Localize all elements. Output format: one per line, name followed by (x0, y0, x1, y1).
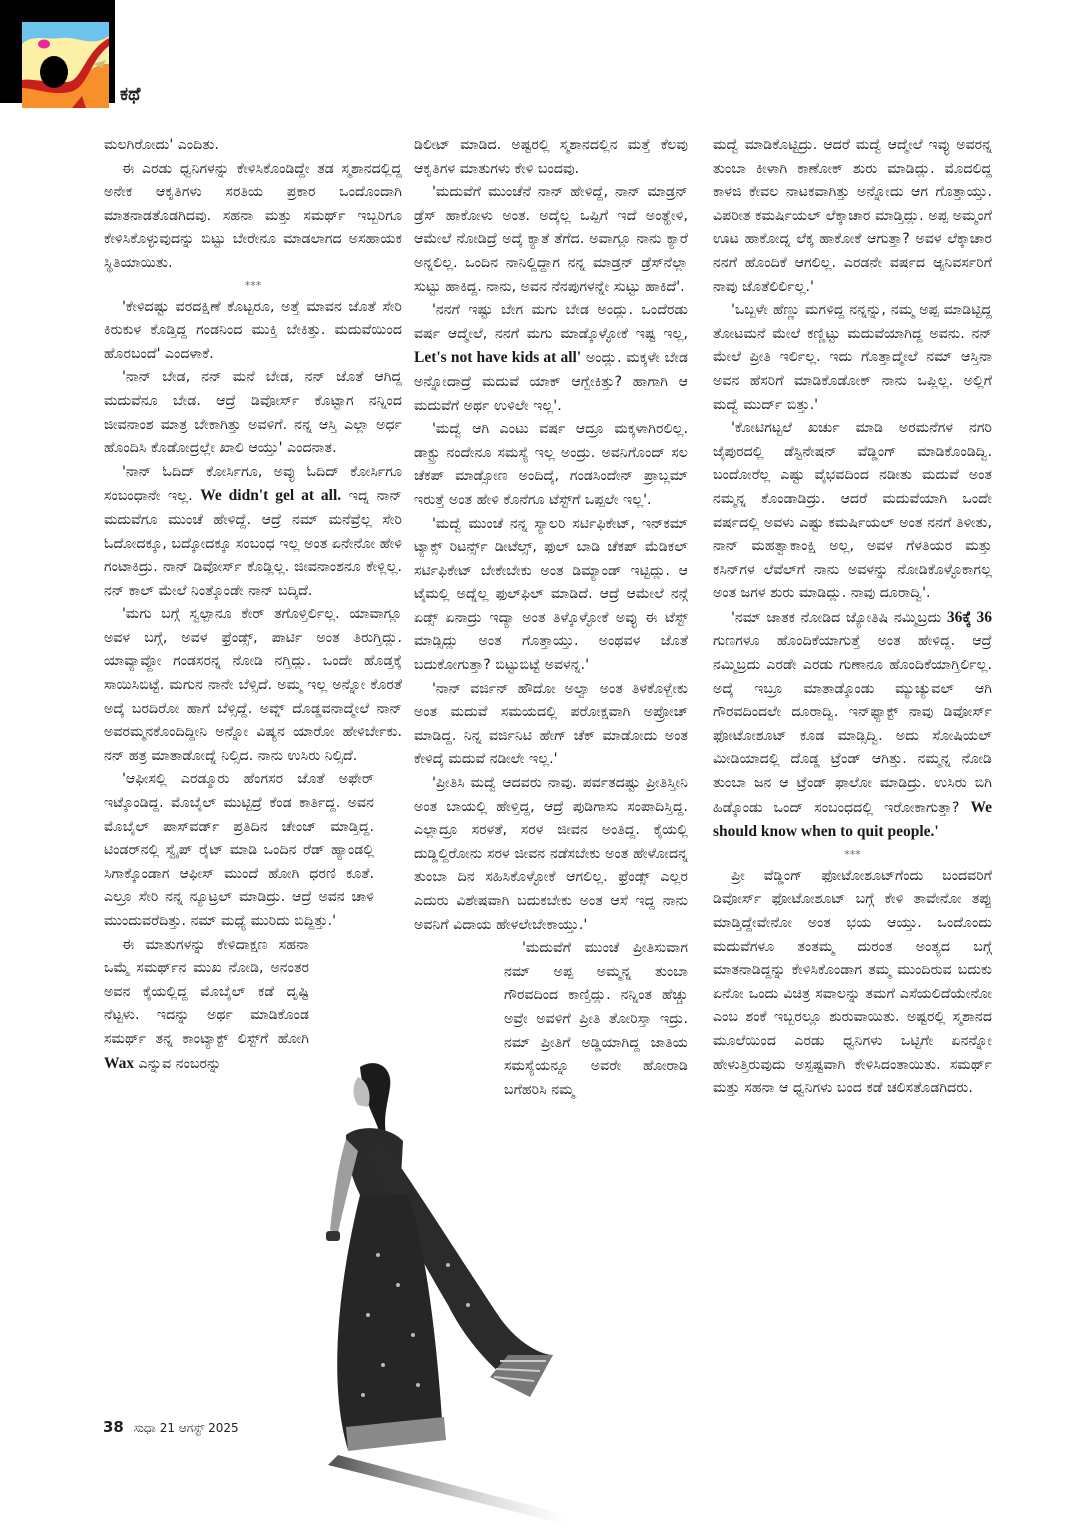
paragraph: 'ಮದ್ವೆ ಆಗಿ ಎಂಟು ವರ್ಷ ಆದ್ರೂ ಮಕ್ಕಳಾಗಿರಲಿಲ್ಲ. ಡಾಕ್ಟ್ರು ನಂದೇನೂ ಸಮಸ್ಯೆ ಇಲ್ಲ ಅಂದ್ರು. ಅವನಿಗೊಂದ್ ಸಲ ಚೆಕಪ್ ಮಾಡ್ಸೋಣ ಅಂದಿದ್ಕೆ, ಗಂಡಸಿಂದೇನ್ ಪ್ರಾಬ್ಲಮ್ ಇರುತ್ತೆ ಅಂತ ಹೇಳಿ ಕೊನೆಗೂ ಟೆಸ್ಟ್‌ಗೆ ಒಪ್ಪಲೇ ಇಲ್ಲ'. (414, 421, 688, 508)
paragraph: 'ಕೋಟಿಗಟ್ಟಲೆ ಖರ್ಚು ಮಾಡಿ ಅರಮನೆಗಳ ನಗರಿ ಜೈಪುರದಲ್ಲಿ ಡೆಸ್ಟಿನೇಷನ್ ವೆಡ್ಡಿಂಗ್ ಮಾಡಿಕೊಂಡಿದ್ವಿ. ಬಂದೋರೆಲ್ಲ ಎಷ್ಟು ವೈಭವದಿಂದ ನಡೀತು ಮದುವೆ ಅಂತ ನಮ್ಮನ್ನ ಕೊಂಡಾಡಿದ್ರು. ಆದರೆ ಮದುವೆಯಾಗಿ ಒಂದೇ ವರ್ಷದಲ್ಲಿ ಅವಳು ಎಷ್ಟು ಕಮರ್ಷಿಯಲ್ ಅಂತ ನನಗೆ ತಿಳೀತು, ನಾನ್ ಮಹತ್ವಾಕಾಂಕ್ಷಿ ಅಲ್ಲ, ಅವಳ ಗೆಳತಿಯರ ಮತ್ತು ಕಸಿನ್‌ಗಳ ಲೆವೆಲ್‌ಗೆ ನಾನು ಅವಳನ್ನು ನೋಡಿಕೊಳ್ಳೊಕಾಗಲ್ಲ ಅಂತ ಜಗಳ ಶುರು ಮಾಡಿದ್ಲು. ನಾವು ದೂರಾದ್ವಿ'. (713, 420, 992, 602)
paragraph: 'ಆಫೀಸಲ್ಲಿ ಎರಡ್ಮೂರು ಹೆಂಗಸರ ಜೊತೆ ಅಫೇರ್ ಇಟ್ಕೊಂಡಿದ್ದ. ಮೊಬೈಲ್ ಮುಟ್ಟಿದ್ರೆ ಕೆಂಡ ಕಾರ್ತಿದ್ದ. ಅವನ ಮೊಬೈಲ್ ಪಾಸ್‌ವರ್ಡ್ ಪ್ರತಿದಿನ ಚೇಂಜ್ ಮಾಡ್ತಿದ್ದ. ಟಿಂಡರ್‌ನಲ್ಲಿ ಸ್ವೈಪ್ ರೈಟ್ ಮಾಡಿ ಒಂದಿನ ರೆಡ್ ಹ್ಯಾಂಡಲ್ಲಿ ಸಿಗಾಕ್ಕೊಂಡಾಗ ಆಫೀಸ್ ಮುಂದೆ ಹೋಗಿ ಧರಣಿ ಕೂತೆ. ಎಲ್ರೂ ಸೇರಿ ನನ್ನ ನ್ಯೂಟ್ರಲ್ ಮಾಡಿದ್ರು. ಆದ್ರೆ ಅವನ ಚಾಳಿ ಮುಂದುವರೆದಿತ್ತು. ನಮ್ ಮಧ್ಯೆ ಮುರಿದು ಬಿದ್ದಿತ್ತು.' (104, 771, 374, 929)
section-divider-stars: *** (244, 278, 262, 292)
english-quote: Let's not have kids at all' (414, 349, 582, 367)
paragraph: 'ಪ್ರೀತಿಸಿ ಮದ್ವೆ ಆದವರು ನಾವು. ಪರ್ವತದಷ್ಟು ಪ್ರೀತಿಸ್ತೀನಿ ಅಂತ ಬಾಯಲ್ಲಿ ಹೇಳ್ತಿದ್ದ, ಆದ್ರೆ ಪುಡಿಗಾಸು ಸಂಪಾದಿಸ್ತಿದ್ದ. ಎಲ್ಲಾದ್ರೂ ಸರಳತೆ, ಸರಳ ಜೀವನ ಅಂತಿದ್ದ. ಕೈಯಲ್ಲಿ ದುಡ್ಡಿಲ್ದಿರೋನು ಸರಳ ಜೀವನ ನಡೆಸಬೇಕು ಅಂತ ಹೇಳೋದನ್ನ ತುಂಬಾ ದಿನ ಸಹಿಸಿಕೊಳ್ಳೋಕೆ ಆಗಲಿಲ್ಲ. ಫ್ರೆಂಡ್ಸ್ ಎಲ್ಲರ ಎದುರು ವಿಶೇಷವಾಗಿ ಬದುಕಬೇಕು ಅಂತ ಆಸೆ ಇದ್ದ ನಾನು ಅವನಿಗೆ ವಿದಾಯ ಹೇಳಲೇಬೇಕಾಯ್ತು.' (414, 775, 688, 933)
section-logo (22, 22, 109, 108)
paragraph: 'ಒಬ್ಬಳೇ ಹೆಣ್ಣು ಮಗಳಿದ್ದ ನನ್ನನ್ನು, ನಮ್ಮ ಅಪ್ಪ ಮಾಡಿಟ್ಟಿದ್ದ ತೋಟಮನೆ ಮೇಲೆ ಕಣ್ಣಿಟ್ಟು ಮದುವೆಯಾಗಿದ್ದ ಅವನು. ನನ್ ಮೇಲೆ ಪ್ರೀತಿ ಇರ್ಲಿಲ್ಲ. ಇದು ಗೊತ್ತಾದ್ಮೇಲೆ ನಮ್ ಆಸ್ತಿನಾ ಅವನ ಹೆಸರಿಗೆ ಮಾಡಿಕೊಡೋಕ್ ನಾನು ಒಪ್ಲಿಲ್ಲ. ಅಲ್ಲಿಗೆ ಮದ್ವೆ ಮುರ್ದ್ ಬಿತ್ತು.' (713, 302, 992, 413)
issue-date: 21 ಆಗಸ್ಟ್ 2025 (159, 1421, 239, 1435)
paragraph: ಮದ್ವೆ ಮಾಡಿಕೊಟ್ಟಿದ್ರು. ಆದರೆ ಮದ್ವೆ ಆದ್ಮೇಲೆ ಇವ್ಳು ಅವರನ್ನ ತುಂಬಾ ಕೀಳಾಗಿ ಕಾಣೋಕ್ ಶುರು ಮಾಡಿದ್ಲು. ಮೊದಲಿದ್ದ ಕಾಳಜಿ ಕೇವಲ ನಾಟಕವಾಗಿತ್ತು ಅನ್ನೋದು ಆಗ ಗೊತ್ತಾಯ್ತು. ವಿಪರೀತ ಕಮರ್ಷಿಯಲ್ ಲೆಕ್ಕಾಚಾರ ಮಾಡ್ತಿದ್ಲು. ಅಪ್ಪ ಅಮ್ಮಂಗೆ ಊಟ ಹಾಕೋದ್ನ ಲೆಕ್ಕ ಹಾಕೋಕೆ ಆಗುತ್ತಾ? ಅವಳ ಲೆಕ್ಕಾಚಾರ ನನಗೆ ಹೊಂದಿಕೆ ಆಗಲಿಲ್ಲ. ಎರಡನೇ ವರ್ಷದ ಆ್ಯನಿವರ್ಸರಿಗೆ ನಾವು ಜೊತೆಲಿರ್ಲಿಲ್ಲ.' (713, 137, 992, 295)
woman-in-saree-illustration (268, 1055, 568, 1525)
paragraph-text: ಈ ಮಾತುಗಳನ್ನು ಕೇಳಿದಾಕ್ಷಣ ಸಹನಾ ಒಮ್ಮೆ ಸಮರ್ಥ್‌ನ ಮುಖ ನೋಡಿ, ಅನಂತರ ಅವನ ಕೈಯಲ್ಲಿದ್ದ ಮೊಬೈಲ್ ಕಡೆ ದೃಷ್ಟಿ ನೆಟ್ಟಳು. ಇದನ್ನು ಅರ್ಥ ಮಾಡಿಕೊಂಡ ಸಮರ್ಥ್ ತನ್ನ ಕಾಂಟ್ಯಾಕ್ಟ್ ಲಿಸ್ಟ್‌ಗೆ ಹೋಗಿ (104, 936, 309, 1047)
page-number: 38 (103, 1418, 124, 1436)
paragraph: 'ಮಗು ಬಗ್ಗೆ ಸ್ವಲ್ಪಾನೂ ಕೇರ್ ತಗೊಳ್ತಿರ್ಲಿಲ್ಲ. ಯಾವಾಗ್ಲೂ ಅವಳ ಬಗ್ಗೆ, ಅವಳ ಫ್ರೆಂಡ್ಸ್, ಪಾರ್ಟಿ ಅಂತ ತಿರುಗ್ತಿದ್ಲು. ಯಾವ್ಯಾವ್ದೋ ಗಂಡಸರನ್ನ ನೋಡಿ ನಗ್ತಿದ್ಲು. ಒಂದೇ ಹೊಡ್ತಕ್ಕೆ ಸಾಯಿಸಿಬಿಟ್ಟೆ. ಮಗುನ ನಾನೇ ಬೆಳ್ಸಿದೆ. ಅಮ್ಮ ಇಲ್ಲ ಅನ್ನೋ ಕೊರತೆ ಅದ್ಕೆ ಬರದಿರೋ ಹಾಗೆ ಬೆಳ್ಸಿದ್ದೆ. ಅವ್ನ್ ದೊಡ್ಡವನಾದ್ಮೇಲೆ ನಾನ್ ಅವರಮ್ಮನಕೊಂದಿದ್ದೀನಿ ಅನ್ನೋ ವಿಷ್ಯನ ಯಾರೋ ಹೇಳಿರ್ಬೇಕು. ನನ್ ಹತ್ರ ಮಾತಾಡೋದ್ನೆ ನಿಲ್ಸಿದ. ನಾನು ಉಸಿರು ನಿಲ್ಸಿದೆ. (104, 606, 402, 764)
paragraph-text: ಎನ್ನುವ ನಂಬರನ್ನು (138, 1055, 222, 1072)
paragraph: 'ಮದುವೆಗೆ ಮುಂಚೆನೆ ನಾನ್ ಹೇಳಿದ್ದೆ, ನಾನ್ ಮಾಡ್ರನ್ ಡ್ರೆಸ್ ಹಾಕೋಳು ಅಂತ. ಅದ್ಕೆಲ್ಲ ಒಪ್ಪಿಗೆ ಇದೆ ಅಂತ್ಹೇಳಿ, ಆಮೇಲೆ ನೋಡಿದ್ರೆ ಅದ್ಕೆ ಕ್ಯಾತೆ ತೆಗೆದ. ಅವಾಗ್ಲೂ ನಾನು ಕ್ಯಾರೆ ಅನ್ನಲಿಲ್ಲ. ಒಂದಿನ ನಾನಿಲ್ದಿದ್ದಾಗ ನನ್ನ ಮಾಡ್ರನ್ ಡ್ರೆಸ್‌ನೆಲ್ಲಾ ಸುಟ್ಟು ಹಾಕಿದ್ದ. ನಾನು, ಅವನ ನೆನಪುಗಳನ್ನೇ ಸುಟ್ಟು ಹಾಕಿದೆ'. (414, 184, 688, 295)
page-footer (103, 1418, 239, 1436)
number-text: 36ಕ್ಕೆ 36 (946, 608, 992, 626)
paragraph-text: 'ನಾನ್ ಓದಿದ್ ಕೋರ್ಸಿಗೂ, ಅವ್ಳು ಓದಿದ್ ಕೋರ್ಸಿಗೂ ಸಂಬಂಧಾನೇ ಇಲ್ಲ. (104, 463, 402, 505)
paragraph-text: ಗುಣಗಳೂ ಹೊಂದಿಕೆಯಾಗುತ್ತೆ ಅಂತ ಹೇಳಿದ್ದ. ಆದ್ರೆ ನಮ್ಮಿಬ್ರದು ಎರಡೇ ಎರಡು ಗುಣಾನೂ ಹೊಂದಿಕೆಯಾಗ್ತಿರ್ಲಿಲ್ಲ. ಅದ್ಕೆ ಇಬ್ರೂ ಮಾತಾಡ್ಕೊಂಡು ಮ್ಯುಚ್ಯುವಲ್ ಆಗಿ ಗೌರವದಿಂದಲೇ ದೂರಾದ್ವಿ. ಇನ್‌ಫ್ಯಾಕ್ಟ್ ನಾವು ಡಿವೋರ್ಸ್ ಫೋಟೋಶೂಟ್ ಕೂಡ ಮಾಡ್ಸಿದ್ವಿ. ಅದು ಸೋಷಿಯಲ್ ಮೀಡಿಯಾದಲ್ಲಿ ದೊಡ್ಡ ಟ್ರೆಂಡ್ ಆಗಿತ್ತು. ನಮ್ಮನ್ನ ನೋಡಿ ತುಂಬಾ ಜನ ಆ ಟ್ರೆಂಡ್ ಫಾಲೋ ಮಾಡಿದ್ರು. ಉಸಿರು ಬಿಗಿ ಹಿಡ್ಕೊಂಡು ಒಂದ್ ಸಂಬಂಧದಲ್ಲಿ ಇರೋಕಾಗುತ್ತಾ? (713, 633, 992, 816)
abstract-art-icon (22, 22, 109, 108)
paragraph: ಡಿಲೀಟ್ ಮಾಡಿದ. ಅಷ್ಟರಲ್ಲಿ ಸ್ಮಶಾನದಲ್ಲಿನ ಮತ್ತೆ ಕೆಲವು ಆಕೃತಿಗಳ ಮಾತುಗಳು ಕೇಳಿ ಬಂದವು. (414, 137, 688, 177)
paragraph: 'ಕೇಳಿದಷ್ಟು ವರದಕ್ಷಿಣೆ ಕೊಟ್ಟರೂ, ಅತ್ತೆ ಮಾವನ ಜೊತೆ ಸೇರಿ ಕಿರುಕುಳ ಕೊಡ್ತಿದ್ದ ಗಂಡನಿಂದ ಮುಕ್ತಿ ಬೇಕಿತ್ತು. ಮದುವೆಯಿಂದ ಹೊರಬಂದೆ' ಎಂದಳಾಕೆ. (104, 298, 402, 362)
section-divider-stars: *** (844, 847, 861, 861)
article-column-2 (414, 134, 688, 1102)
english-quote: We didn't gel at all. (200, 487, 342, 505)
paragraph-text: ಅಂದ್ಲು. ಮಕ್ಕಳೇ ಬೇಡ ಅನ್ನೋದಾದ್ರೆ ಮದುವೆ ಯಾಕ್ ಆಗ್ಬೇಕಿತ್ತು? ಹಾಗಾಗಿ ಆ ಮದುವೆಗೆ ಅರ್ಥ ಉಳಿಲೇ ಇಲ್ಲ'. (414, 350, 688, 414)
paragraph: ಪ್ರೀ ವೆಡ್ಡಿಂಗ್ ಫೋಟೋಶೂಟ್‌ಗೆಂದು ಬಂದವರಿಗೆ ಡಿವೋರ್ಸ್ ಫೋಟೋಶೂಟ್ ಬಗ್ಗೆ ಕೇಳಿ ತಾವೇನೋ ತಪ್ಪು ಮಾಡ್ತಿದ್ದೇವೇನೋ ಅಂತ ಭಯ ಆಯ್ತು. ಒಂದೊಂದು ಮದುವೆಗಳೂ ತಂತಮ್ಮ ದುರಂತ ಅಂತ್ಯದ ಬಗ್ಗೆ ಮಾತನಾಡಿದ್ದನ್ನು ಕೇಳಿಸಿಕೊಂಡಾಗ ತಮ್ಮ ಮುಂದಿರುವ ಬದುಕು ಏನೋ ಒಂದು ವಿಚಿತ್ರ ಸವಾಲನ್ನು ತಮಗೆ ಎಸೆಯಲಿದೆಯೇನೋ ಎಂಬ ಶಂಕೆ ಇಬ್ಬರಲ್ಲೂ ಶುರುವಾಯಿತು. ಅಷ್ಟರಲ್ಲಿ ಸ್ಮಶಾನದ ಮೂಲೆಯಿಂದ ಎರಡು ಧ್ವನಿಗಳು ಒಟ್ಟಿಗೇ ಏನನ್ನೋ ಹೇಳುತ್ತಿರುವುದು ಅಸ್ಪಷ್ಟವಾಗಿ ಕೇಳಿಸಿದಂತಾಯಿತು. ಸಮರ್ಥ್ ಮತ್ತು ಸಹನಾ ಆ ಧ್ವನಿಗಳು ಬಂದ ಕಡೆ ಚಲಿಸತೊಡಗಿದರು. (713, 867, 992, 1097)
paragraph: ಮಲಗಿರೋದು' ಎಂದಿತು. (104, 137, 219, 153)
paragraph: 'ಮದ್ವೆ ಮುಂಚೆ ನನ್ನ ಸ್ಯಾಲರಿ ಸರ್ಟಿಫಿಕೇಟ್, ಇನ್‌ಕಮ್ ಟ್ಯಾಕ್ಸ್ ರಿಟರ್ನ್ಸ್ ಡೀಟೆಲ್ಸ್, ಫುಲ್ ಬಾಡಿ ಚೆಕಪ್ ಮೆಡಿಕಲ್ ಸರ್ಟಿಫಿಕೇಟ್ ಬೇಕೇಬೇಕು ಅಂತ ಡಿಮ್ಯಾಂಡ್ ಇಟ್ಟಿದ್ಲು. ಆ ಟೈಮಲ್ಲಿ ಅದ್ನೆಲ್ಲ ಫುಲ್‌ಫಿಲ್ ಮಾಡಿದೆ. ಆದ್ರೆ ಆಮೇಲೆ ನನ್ಗೆ ಏಡ್ಸ್ ಏನಾದ್ರು ಇದ್ಯಾ ಅಂತ ತಿಳ್ಕೊಳ್ಳೋಕೆ ಅವ್ಳು ಈ ಟೆಸ್ಟ್ ಮಾಡ್ಸಿದ್ಲು ಅಂತ ಗೊತ್ತಾಯ್ತು. ಅಂಥವಳ ಜೊತೆ ಬದುಕೋಗುತ್ತಾ? ಬಿಟ್ಟುಬಿಟ್ಟೆ ಅವಳನ್ನ.' (414, 515, 688, 674)
paragraph-text: 'ನಮ್ ಜಾತಕ ನೋಡಿದ ಜ್ಯೋತಿಷಿ ನಮ್ಮಿಬ್ರದು (731, 609, 942, 626)
woman-silhouette-icon (268, 1055, 568, 1525)
english-quote: We should know when to quit people.' (713, 798, 992, 841)
paragraph-text: ಇದ್ನ ನಾನ್ ಮದುವೆಗೂ ಮುಂಚೆ ಹೇಳಿದ್ದೆ. ಆದ್ರೆ ನಮ್ ಮನೆವ್ರೆಲ್ಲ ಸೇರಿ ಓದೋದಕ್ಕೂ, ಬದ್ಕೋದಕ್ಕೂ ಸಂಬಂಧ ಇಲ್ಲ ಅಂತ ಏನೇನೋ ಹೇಳಿ ಗಂಟಾಕಿದ್ರು. ನಾನ್ ಡಿವೋರ್ಸ್ ಕೊಡ್ಲಿಲ್ಲ. ಜೀವನಾಂಶನೂ ಕೇಳ್ಲಿಲ್ಲ. ನನ್ ಕಾಲ್ ಮೇಲೆ ನಿಂತ್ಕೊಂಡೇ ನಾನ್ ಬದ್ಕಿದೆ. (104, 488, 403, 599)
paragraph: 'ನಾನ್ ಬೇಡ, ನನ್ ಮನೆ ಬೇಡ, ನನ್ ಜೊತೆ ಆಗಿದ್ದ ಮದುವೆನೂ ಬೇಡ. ಆದ್ರೆ ಡಿವೋರ್ಸ್ ಕೊಟ್ಟಾಗ ನನ್ನಿಂದ ಜೀವನಾಂಶ ಮಾತ್ರ ಬೇಕಾಗಿತ್ತು ಅವಳಿಗೆ. ನನ್ನ ಆಸ್ತಿ ಎಲ್ಲಾ ಅರ್ಧ ಹೊಂದಿಸಿ ಕೊಡೋದ್ರಲ್ಲೇ ಖಾಲಿ ಆಯ್ತು' ಎಂದನಾತ. (104, 369, 402, 457)
paragraph (104, 461, 402, 604)
article-column-3 (713, 134, 992, 1101)
paragraph (414, 299, 688, 418)
paragraph: 'ನಾನ್ ವರ್ಜಿನ್ ಹೌದೋ ಅಲ್ವಾ ಅಂತ ತಿಳಕೊಳ್ಬೇಕು ಅಂತ ಮದುವೆ ಸಮಯದಲ್ಲಿ ಪರೋಕ್ಷವಾಗಿ ಅಪ್ರೋಚ್ ಮಾಡಿದ್ದ. ನಿನ್ನ ವರ್ಜಿನಿಟಿ ಹೇಗ್ ಚೆಕ್ ಮಾಡೋದು ಅಂತ ಕೇಳಿದ್ಕೆ ಮದುವೆ ನಡೀಲೇ ಇಲ್ಲ.' (414, 680, 688, 768)
paragraph (713, 606, 992, 845)
paragraph: 'ಮದುವೆಗೆ ಮುಂಚೆ ಪ್ರೀತಿಸುವಾಗ ನಮ್ ಅಪ್ಪ ಅಮ್ಮನ್ನ ತುಂಬಾ ಗೌರವದಿಂದ ಕಾಣ್ತಿದ್ಲು. ನನ್ನಿಂತ ಹೆಚ್ಚು ಅವ್ರೇ ಅವಳಿಗೆ ಪ್ರೀತಿ ತೋರಿಸ್ತಾ ಇದ್ರು. ನಮ್ ಪ್ರೀತಿಗೆ ಅಡ್ಡಿಯಾಗಿದ್ದ ಜಾತಿಯ ಸಮಸ್ಯೆಯನ್ನೂ ಅವರೇ ಹೋರಾಡಿ ಬಗೆಹರಿಸಿ ನಮ್ಮ (504, 940, 688, 1098)
section-label: ಕಥೆ (120, 84, 141, 105)
article-column-1 (104, 134, 402, 1076)
paragraph-text: 'ನನಗೆ ಇಷ್ಟು ಬೇಗ ಮಗು ಬೇಡ ಅಂದ್ಲು. ಒಂದೆರಡು ವರ್ಷ ಆದ್ಮೇಲೆ, ನನಗೆ ಮಗು ಮಾಡ್ಕೊಳ್ಳೋಕೆ ಇಷ್ಟ ಇಲ್ಲ, (414, 302, 688, 342)
paragraph: ಈ ಎರಡು ಧ್ವನಿಗಳನ್ನು ಕೇಳಿಸಿಕೊಂಡಿದ್ದೇ ತಡ ಸ್ಮಶಾನದಲ್ಲಿದ್ದ ಅನೇಕ ಆಕೃತಿಗಳು ಸರತಿಯ ಪ್ರಕಾರ ಒಂದೊಂದಾಗಿ ಮಾತನಾಡತೊಡಗಿದವು. ಸಹನಾ ಮತ್ತು ಸಮರ್ಥ್ ಇಬ್ಬರಿಗೂ ಕೇಳಿಸಿಕೊಳ್ಳುವುದನ್ನು ಬಿಟ್ಟು ಬೇರೇನೂ ಮಾಡಲಾಗದ ಅಸಹಾಯಕ ಸ್ಥಿತಿಯಾಯಿತು. (104, 160, 402, 271)
publication-name: ಸುಧಾ (133, 1421, 156, 1435)
paragraph (104, 934, 309, 1077)
english-word: Wax (104, 1054, 135, 1072)
